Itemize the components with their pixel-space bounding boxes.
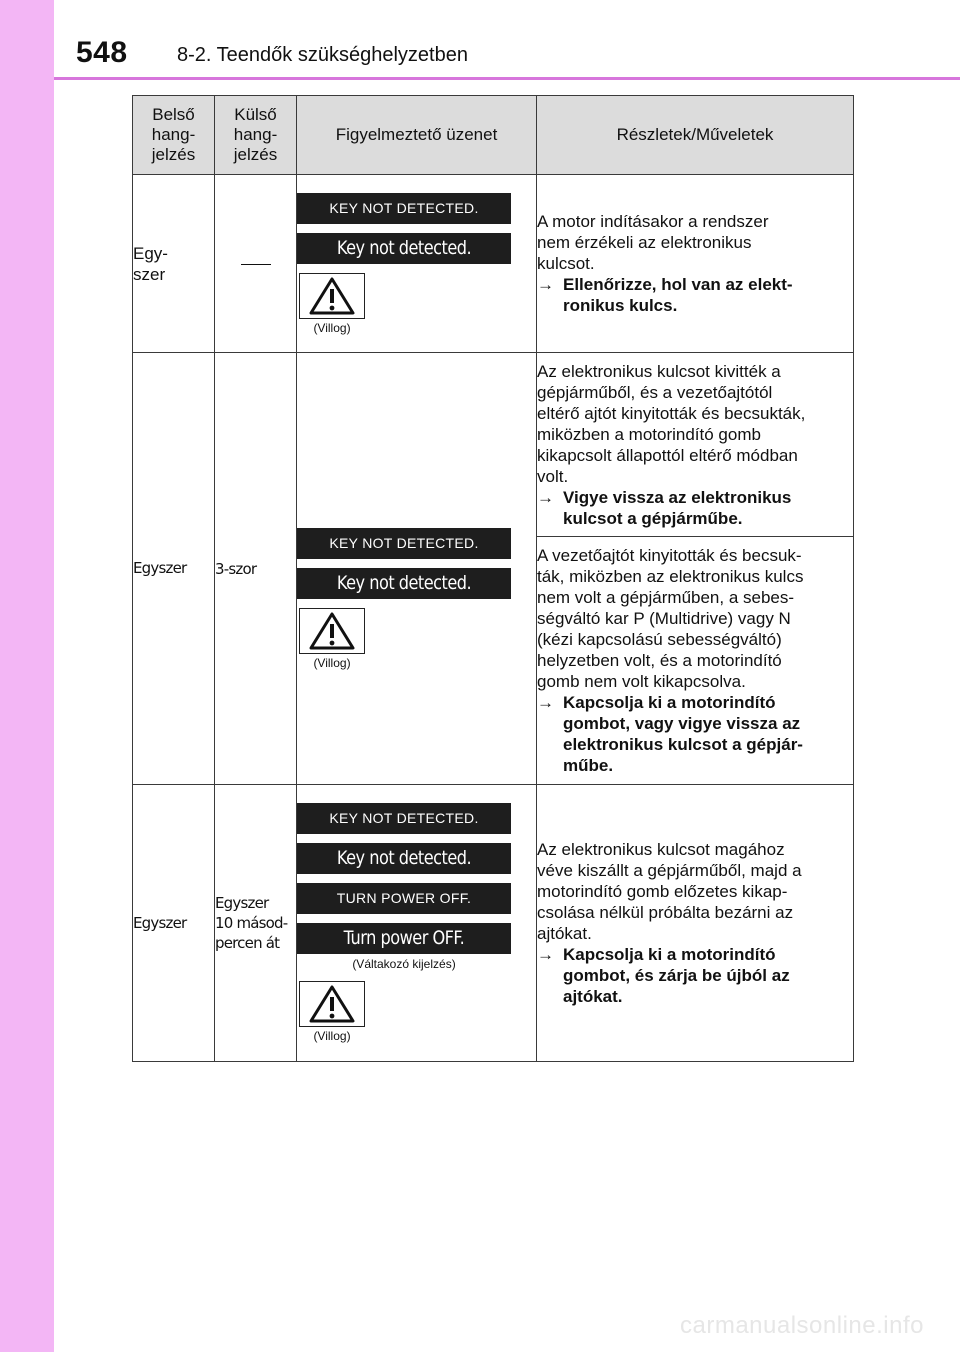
external-buzzer-cell: Egyszer 10 másod- percen át (215, 785, 297, 1062)
arrow-icon: → (537, 487, 554, 507)
warning-indicator (297, 608, 367, 670)
warning-caption: (Villog) (313, 320, 351, 335)
chapter-title: 8-2. Teendők szükséghelyzetben (177, 44, 468, 66)
warning-triangle-icon (299, 981, 365, 1027)
internal-buzzer-cell: Egyszer (133, 353, 215, 785)
header-divider (54, 77, 960, 80)
warning-triangle-icon (299, 608, 365, 654)
action-instruction: → Ellenőrizze, hol van az elekt- ronikus kulcs. (537, 275, 793, 315)
arrow-icon: → (537, 275, 554, 294)
table-row (133, 175, 854, 353)
message-box-uppercase: KEY NOT DETECTED. (297, 803, 511, 834)
table-row (133, 353, 854, 537)
col-header-warning-message: Figyelmeztető üzenet (297, 96, 537, 175)
details-cell: Az elektronikus kulcsot kivitték a gépjárműből, és a vezetőajtótól eltérő ajtót kinyitották és becsukták, miközben a motorindító gomb kikapcsolt állapottól eltérő módban volt. → Vigye vissza az elektronikus kulcsot a gépjárműbe. (537, 353, 854, 537)
warning-message-cell (297, 353, 537, 785)
table-row (133, 785, 854, 1062)
warning-caption: (Villog) (313, 655, 351, 670)
external-buzzer-cell: 3-szor (215, 353, 297, 785)
action-instruction: → Kapcsolja ki a motorindító gombot, és zárja be újból az ajtókat. (537, 945, 790, 1006)
details-cell: A vezetőajtót kinyitották és becsuk- ták, miközben az elektronikus kulcs nem volt a gépjárműben, a sebes- ségváltó kar P (Multidrive) vagy N (kézi kapcsolású sebességváltó) helyzetben volt, és a motorindító gomb nem volt kikapcsolva. → Kapcsolja ki a motorindító gombot, vagy vigye vissza az elektronikus kulcsot a gépjár- műbe. (537, 537, 854, 785)
action-instruction: → Kapcsolja ki a motorindító gombot, vagy vigye vissza az elektronikus kulcsot a gépjár- műbe. (537, 693, 803, 775)
message-box-uppercase: KEY NOT DETECTED. (297, 528, 511, 559)
internal-buzzer-cell: Egy- szer (133, 175, 215, 353)
message-box-display: Key not detected. (297, 843, 511, 874)
watermark: carmanualsonline.info (680, 1312, 924, 1339)
internal-buzzer-cell: Egyszer (133, 785, 215, 1062)
col-header-external-buzzer: Külső hang- jelzés (215, 96, 297, 175)
message-box-display: Key not detected. (297, 233, 511, 264)
warning-caption: (Villog) (313, 1029, 351, 1043)
table-header-row (133, 96, 854, 175)
details-cell: A motor indításakor a rendszer nem érzékeli az elektronikus kulcsot. → Ellenőrizze, hol van az elekt- ronikus kulcs. (537, 175, 854, 353)
arrow-icon: → (537, 945, 554, 964)
external-buzzer-cell (215, 175, 297, 353)
action-instruction: → Vigye vissza az elektronikus kulcsot a gépjárműbe. (537, 487, 792, 528)
warning-indicator (297, 273, 367, 335)
warning-message-cell (297, 175, 537, 353)
message-box-uppercase: TURN POWER OFF. (297, 883, 511, 914)
message-box-uppercase: KEY NOT DETECTED. (297, 193, 511, 224)
col-header-details: Részletek/Műveletek (537, 96, 854, 175)
message-box-display: Key not detected. (297, 568, 511, 599)
no-buzzer-dash (241, 264, 271, 265)
warning-indicator (297, 981, 367, 1043)
details-cell: Az elektronikus kulcsot magához véve kiszállt a gépjárműből, majd a motorindító gomb előzetes kikap- csolása nélkül próbálta bezárni az ajtókat. → Kapcsolja ki a motorindító gombot, és zárja be újból az ajtókat. (537, 785, 854, 1062)
page-number: 548 (76, 36, 128, 69)
warning-triangle-icon (299, 273, 365, 319)
arrow-icon: → (537, 693, 554, 712)
side-tab-strip (0, 0, 54, 1352)
message-box-display: Turn power OFF. (297, 923, 511, 954)
col-header-internal-buzzer: Belső hang- jelzés (133, 96, 215, 175)
warning-message-table (132, 95, 854, 1062)
alternating-display-caption: (Váltakozó kijelzés) (352, 957, 456, 971)
warning-message-cell (297, 785, 537, 1062)
